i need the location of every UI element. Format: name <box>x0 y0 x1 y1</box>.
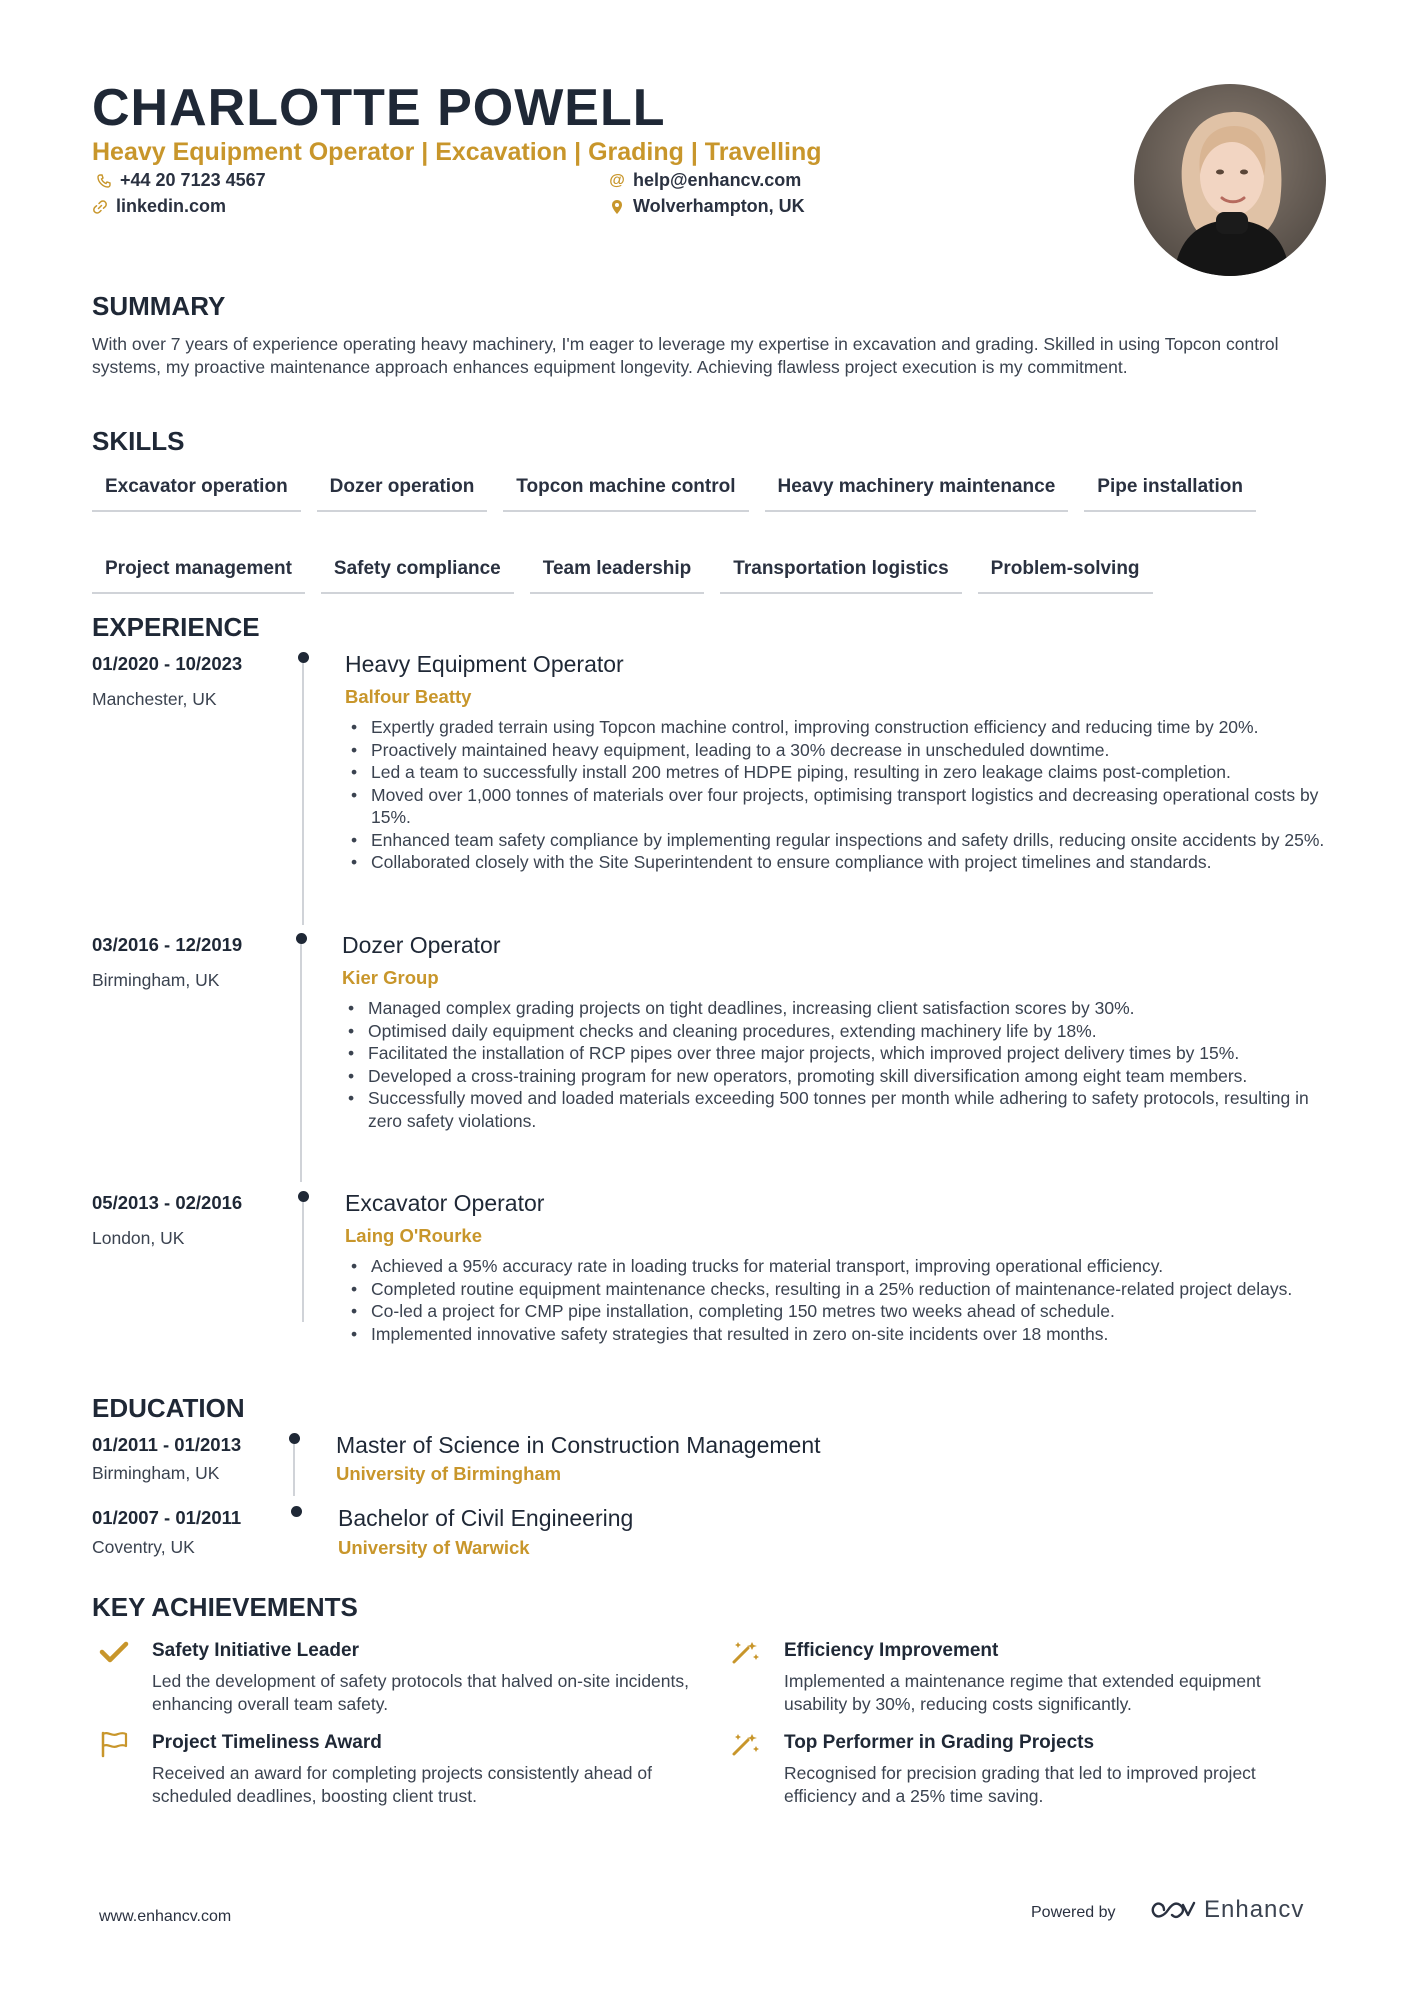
skills-list <box>92 462 1332 594</box>
list-item: • Enhanced team safety compliance by implementing regular inspections and safety drills, reducing onsite accidents by 25%. <box>345 829 1325 852</box>
enhancv-logo[interactable] <box>1150 1896 1304 1924</box>
list-item: • Facilitated the installation of RCP pipes over three major projects, which improved project delivery times by 15%. <box>342 1042 1322 1065</box>
education-heading: EDUCATION <box>92 1393 245 1423</box>
job-dates: 05/2013 - 02/2016 <box>92 1192 243 1213</box>
list-item: • Expertly graded terrain using Topcon machine control, improving construction efficiency and reducing time by 20%. <box>345 716 1325 739</box>
summary-text: With over 7 years of experience operating heavy machinery, I'm eager to leverage my expertise in excavation and grading. Skilled in using Topcon control systems, my proactive maintenance approach enhances equipment longevity. Achieving flawless project execution is my commitment. <box>92 334 1279 377</box>
job-location: Manchester, UK <box>92 689 217 709</box>
list-item: • Managed complex grading projects on tight deadlines, increasing client satisfaction scores by 30%. <box>342 997 1322 1020</box>
achievement-text: Led the development of safety protocols that halved on-site incidents, enhancing overall team safety. <box>152 1671 689 1714</box>
job-bullets <box>345 1255 1325 1345</box>
headline: Heavy Equipment Operator | Excavation | Grading | Travelling <box>92 138 822 166</box>
skill-tag: Heavy machinery maintenance <box>765 462 1069 512</box>
edu-degree: Bachelor of Civil Engineering <box>338 1505 634 1531</box>
location-text: Wolverhampton, UK <box>633 196 805 216</box>
achievement-title: Efficiency Improvement <box>784 1640 999 1661</box>
job-role: Heavy Equipment Operator <box>345 651 624 677</box>
timeline-line <box>300 944 302 1182</box>
edu-location: Birmingham, UK <box>92 1463 220 1483</box>
job-company: Kier Group <box>342 967 439 988</box>
skills-heading: SKILLS <box>92 426 185 456</box>
checkmark-icon <box>98 1638 130 1666</box>
list-item: • Developed a cross-training program for new operators, promoting skill diversification among eight team members. <box>342 1065 1322 1088</box>
achievement-text: Implemented a maintenance regime that extended equipment usability by 30%, reducing costs significantly. <box>784 1671 1261 1714</box>
job-location: London, UK <box>92 1228 185 1248</box>
profile-photo <box>1134 84 1326 276</box>
phone-text[interactable]: +44 20 7123 4567 <box>120 170 266 190</box>
timeline-dot <box>296 933 307 944</box>
job-bullets <box>342 997 1322 1132</box>
skill-tag: Excavator operation <box>92 462 301 512</box>
infinity-logo-icon <box>1150 1897 1198 1923</box>
timeline-line <box>302 1202 304 1322</box>
timeline-line <box>293 1444 295 1496</box>
edu-dates: 01/2007 - 01/2011 <box>92 1507 242 1528</box>
experience-heading: EXPERIENCE <box>92 612 260 642</box>
brand-name: Enhancv <box>1204 1896 1305 1923</box>
timeline-dot <box>298 1191 309 1202</box>
summary-heading: SUMMARY <box>92 291 226 321</box>
magic-wand-icon <box>730 1730 762 1758</box>
job-bullets <box>345 716 1325 874</box>
location-pin-icon <box>609 199 625 215</box>
job-company: Balfour Beatty <box>345 686 472 707</box>
edu-school: University of Birmingham <box>336 1463 562 1484</box>
skill-tag: Project management <box>92 544 305 594</box>
list-item: • Proactively maintained heavy equipment, leading to a 30% decrease in unscheduled downtime. <box>345 739 1325 762</box>
skill-tag: Transportation logistics <box>720 544 961 594</box>
edu-location: Coventry, UK <box>92 1537 195 1557</box>
list-item: • Implemented innovative safety strategies that resulted in zero on-site incidents over 18 months. <box>345 1323 1325 1346</box>
edu-school: University of Warwick <box>338 1537 530 1558</box>
job-dates: 01/2020 - 10/2023 <box>92 653 243 674</box>
contact-phone <box>96 170 266 191</box>
list-item: • Co-led a project for CMP pipe installation, completing 150 metres two weeks ahead of schedule. <box>345 1300 1325 1323</box>
flag-icon <box>98 1730 130 1758</box>
contact-email <box>609 170 801 191</box>
magic-wand-icon <box>730 1638 762 1666</box>
timeline-dot <box>298 652 309 663</box>
skill-tag: Team leadership <box>530 544 705 594</box>
timeline-line <box>302 663 304 925</box>
phone-icon <box>96 174 112 188</box>
list-item: • Collaborated closely with the Site Superintendent to ensure compliance with project timelines and standards. <box>345 851 1325 874</box>
achievement-title: Project Timeliness Award <box>152 1732 382 1753</box>
list-item: • Optimised daily equipment checks and cleaning procedures, extending machinery life by 18%. <box>342 1020 1322 1043</box>
job-dates: 03/2016 - 12/2019 <box>92 934 243 955</box>
skill-tag: Topcon machine control <box>503 462 748 512</box>
achievement-title: Safety Initiative Leader <box>152 1640 359 1661</box>
timeline-dot <box>291 1506 302 1517</box>
list-item: • Completed routine equipment maintenance checks, resulting in a 25% reduction of maintenance-related project delays. <box>345 1278 1325 1301</box>
link-icon <box>92 199 108 215</box>
contact-location <box>609 196 805 217</box>
skill-tag: Safety compliance <box>321 544 514 594</box>
list-item: • Achieved a 95% accuracy rate in loading trucks for material transport, improving operational efficiency. <box>345 1255 1325 1278</box>
job-role: Dozer Operator <box>342 932 501 958</box>
contact-linkedin <box>92 196 226 217</box>
list-item: • Successfully moved and loaded materials exceeding 500 tonnes per month while adhering to safety protocols, resulting in zero safety violations. <box>342 1087 1322 1132</box>
edu-dates: 01/2011 - 01/2013 <box>92 1434 242 1455</box>
linkedin-text[interactable]: linkedin.com <box>116 196 227 216</box>
achievements-heading: KEY ACHIEVEMENTS <box>92 1592 358 1622</box>
at-sign-icon: @ <box>609 171 625 189</box>
skill-tag: Problem-solving <box>978 544 1153 594</box>
skill-tag: Dozer operation <box>317 462 488 512</box>
achievement-text: Received an award for completing projects consistently ahead of scheduled deadlines, boosting client trust. <box>152 1763 652 1806</box>
skill-tag: Pipe installation <box>1084 462 1256 512</box>
job-company: Laing O'Rourke <box>345 1225 482 1246</box>
achievement-title: Top Performer in Grading Projects <box>784 1732 1095 1753</box>
footer-website-link[interactable]: www.enhancv.com <box>99 1908 232 1925</box>
job-location: Birmingham, UK <box>92 970 220 990</box>
achievement-text: Recognised for precision grading that led to improved project efficiency and a 25% time saving. <box>784 1763 1256 1806</box>
candidate-name: CHARLOTTE POWELL <box>92 79 666 137</box>
timeline-dot <box>289 1433 300 1444</box>
job-role: Excavator Operator <box>345 1190 545 1216</box>
email-text[interactable]: help@enhancv.com <box>633 170 802 190</box>
edu-degree: Master of Science in Construction Management <box>336 1432 821 1458</box>
list-item: • Moved over 1,000 tonnes of materials over four projects, optimising transport logistics and decreasing operational costs by 15%. <box>345 784 1325 829</box>
powered-by-label: Powered by <box>1031 1904 1116 1921</box>
list-item: • Led a team to successfully install 200 metres of HDPE piping, resulting in zero leakage claims post-completion. <box>345 761 1325 784</box>
